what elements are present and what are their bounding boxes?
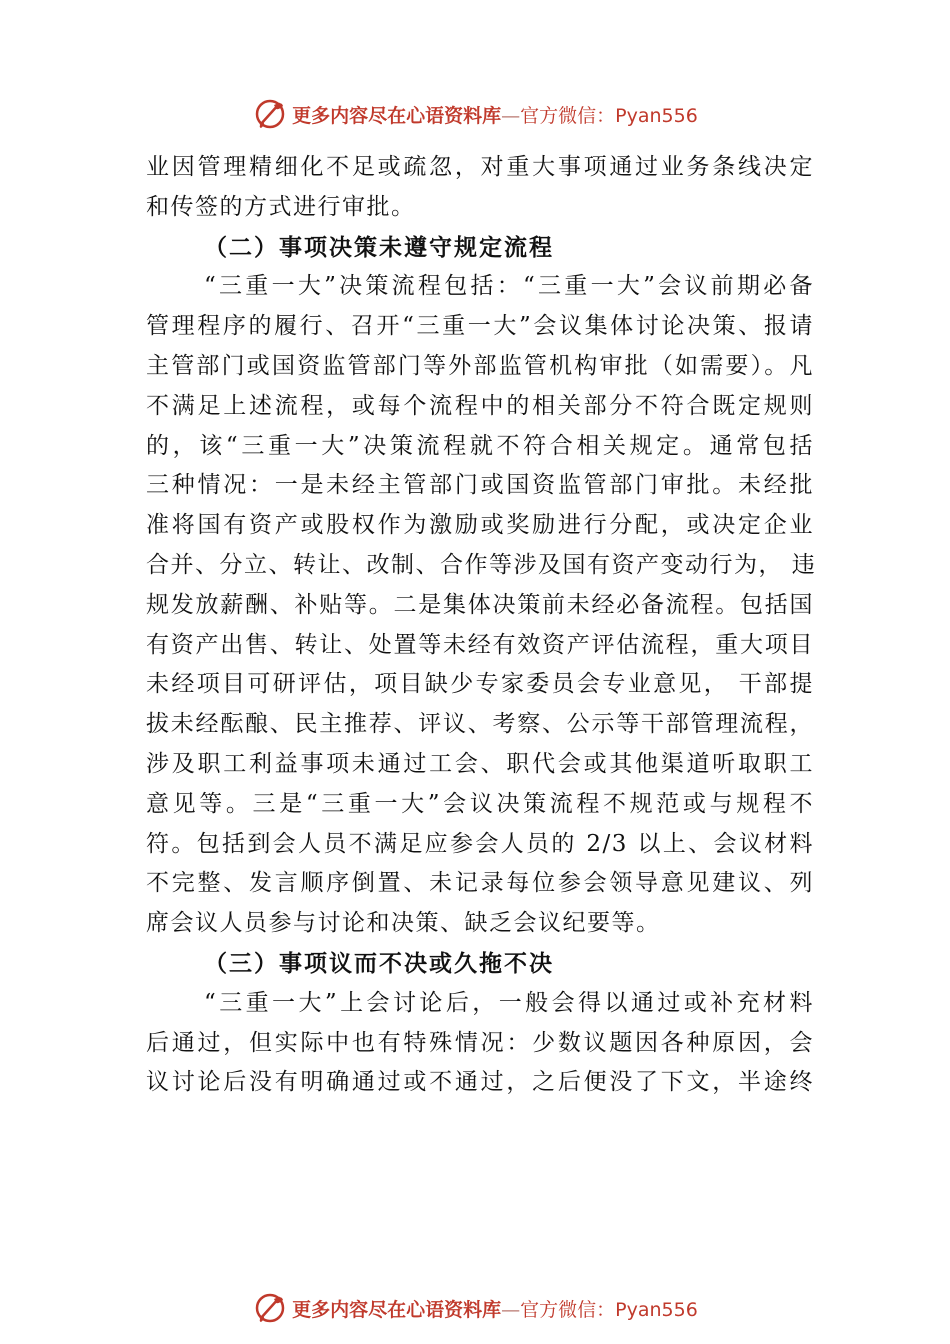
watermark-wechat: 官方微信：Pyan556: [520, 104, 698, 127]
footer-watermark: [0, 1288, 950, 1328]
text-line: 不满足上述流程，或每个流程中的相关部分不符合既定规则: [146, 392, 814, 419]
text-line: 意见等。三是“三重一大”会议决策流程不规范或与规程不: [146, 790, 814, 817]
document-body: [146, 148, 817, 1103]
brush-logo-icon: [252, 1290, 288, 1326]
text-line: 拔未经酝酿、民主推荐、评议、考察、公示等干部管理流程，: [146, 711, 814, 738]
text-line: 业因管理精细化不足或疏忽，对重大事项通过业务条线决定: [146, 154, 814, 180]
section-heading: （二）事项决策未遵守规定流程: [204, 233, 554, 261]
text-line: 准将国有资产或股权作为激励或奖励进行分配，或决定企业: [146, 512, 814, 539]
text-line: 合并、分立、转让、改制、合作等涉及国有资产变动行为， 违: [146, 551, 817, 578]
text-line: 议讨论后没有明确通过或不通过，之后便没了下文，半途终: [146, 1069, 814, 1096]
text-line: 有资产出售、转让、处置等未经有效资产评估流程，重大项目: [146, 631, 814, 658]
text-line: “三重一大”决策流程包括：“三重一大”会议前期必备: [204, 273, 814, 300]
text-line: 和传签的方式进行审批。: [146, 193, 416, 220]
text-line: 未经项目可研评估，项目缺少专家委员会专业意见， 干部提: [146, 671, 814, 698]
text-line: 不完整、发言顺序倒置、未记录每位参会领导意见建议、列: [146, 870, 814, 897]
text-line: 主管部门或国资监管部门等外部监管机构审批（如需要）。凡: [146, 352, 814, 379]
watermark-text: [292, 101, 698, 128]
watermark-separator: —: [501, 1298, 521, 1321]
text-line: 管理程序的履行、召开“三重一大”会议集体讨论决策、报请: [146, 313, 814, 340]
watermark-text: [292, 1295, 698, 1322]
text-line: 三种情况：一是未经主管部门或国资监管部门审批。未经批: [146, 472, 814, 499]
watermark-separator: —: [501, 104, 521, 127]
text-line: 规发放薪酬、补贴等。二是集体决策前未经必备流程。包括国: [146, 591, 814, 618]
watermark-site: 更多内容尽在心语资料库: [292, 104, 502, 127]
brush-logo-icon: [252, 96, 288, 132]
watermark-site: 更多内容尽在心语资料库: [292, 1298, 502, 1321]
text-line: 席会议人员参与讨论和决策、缺乏会议纪要等。: [146, 910, 661, 937]
text-line: “三重一大”上会讨论后，一般会得以通过或补充材料: [204, 989, 814, 1016]
text-line: 符。包括到会人员不满足应参会人员的 2/3 以上、会议材料: [146, 830, 814, 857]
section-heading: （三）事项议而不决或久拖不决: [204, 949, 554, 977]
text-line: 的，该“三重一大”决策流程就不符合相关规定。通常包括: [146, 432, 814, 459]
header-watermark: [0, 94, 950, 134]
text-line: 涉及职工利益事项未通过工会、职代会或其他渠道听取职工: [146, 750, 814, 777]
watermark-wechat: 官方微信：Pyan556: [520, 1298, 698, 1321]
text-line: 后通过，但实际中也有特殊情况：少数议题因各种原因，会: [146, 1029, 814, 1056]
